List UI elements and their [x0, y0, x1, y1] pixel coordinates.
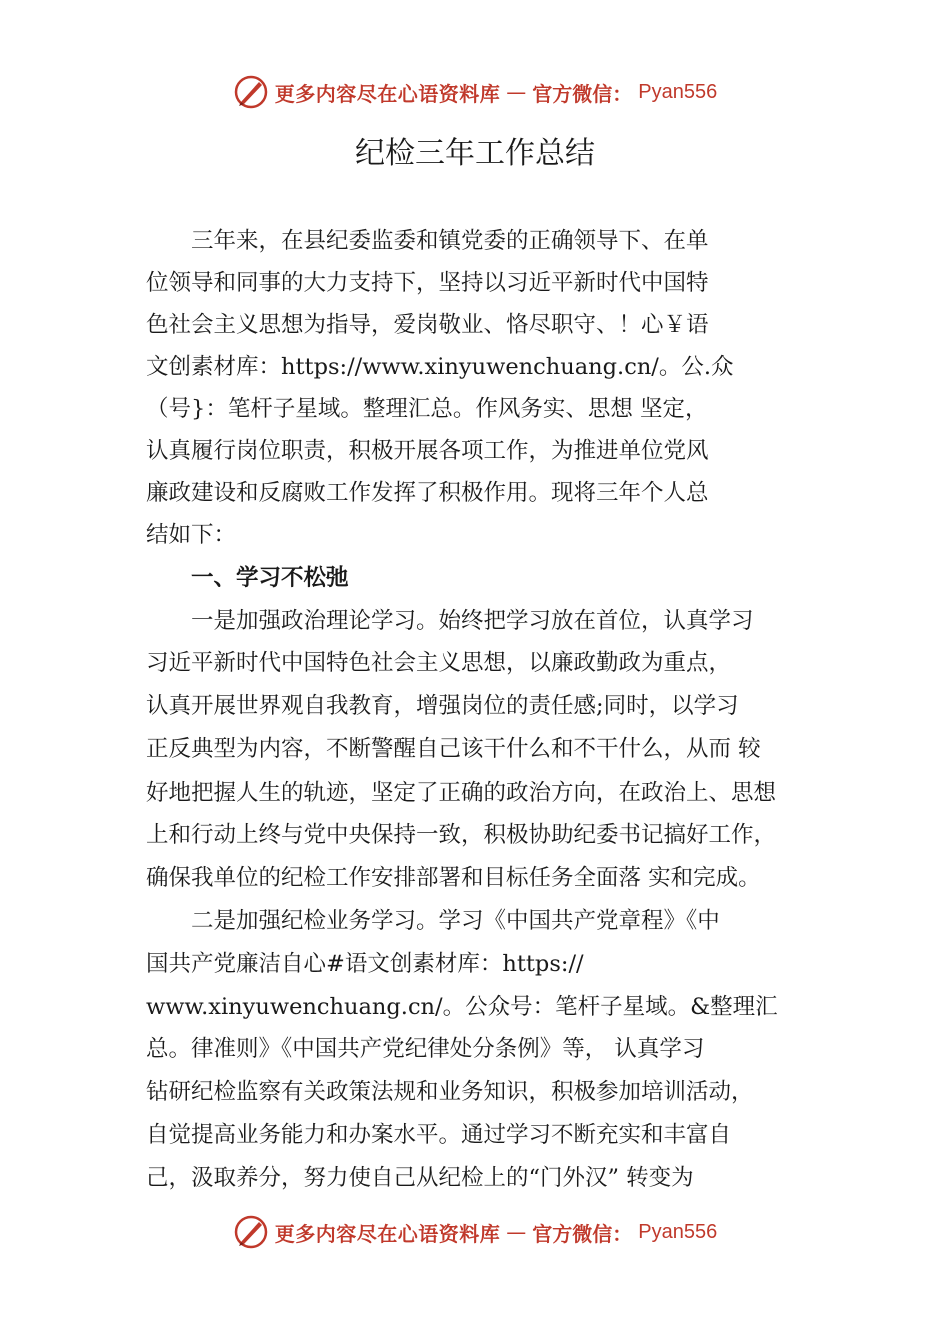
body-line: 总。律准则》《中国共产党纪律处分条例》等， 认真学习	[146, 1036, 705, 1062]
body-line: 国共产党廉洁自心#语文创素材库：https://	[146, 951, 584, 977]
body-line: 结如下：	[146, 522, 237, 548]
banner-wechat-id: Pyan556	[638, 1220, 718, 1243]
body-line: 文创素材库：https://www.xinyuwenchuang.cn/。公.众	[146, 354, 734, 380]
body-line: 正反典型为内容，不断警醒自己该干什么和不干什么，从而 较	[146, 736, 761, 762]
body-line: 位领导和同事的大力支持下，坚持以习近平新时代中国特	[146, 270, 709, 296]
body-line: 一是加强政治理论学习。始终把学习放在首位，认真学习	[146, 608, 754, 634]
header-banner	[0, 72, 950, 112]
pen-logo-icon	[233, 74, 269, 110]
body-line: 习近平新时代中国特色社会主义思想，以廉政勤政为重点，	[146, 650, 732, 676]
banner-wechat-label: 官方微信：	[532, 1221, 633, 1246]
body-line: 好地把握人生的轨迹，坚定了正确的政治方向，在政治上、思想	[146, 780, 777, 806]
banner-wechat-id: Pyan556	[638, 80, 718, 103]
body-line: 认真开展世界观自我教育，增强岗位的责任感;同时，以学习	[146, 693, 739, 719]
body-line: 认真履行岗位职责，积极开展各项工作，为推进单位党风	[146, 438, 709, 464]
body-line: 色社会主义思想为指导，爱岗敬业、恪尽职守、！心￥语	[146, 312, 709, 338]
banner-separator: —	[506, 1220, 527, 1244]
body-line: 己，汲取养分，努力使自己从纪检上的“门外汉” 转变为	[146, 1165, 694, 1191]
body-line: 廉政建设和反腐败工作发挥了积极作用。现将三年个人总	[146, 480, 709, 506]
banner-text: 更多内容尽在心语资料库	[274, 81, 501, 106]
banner-separator: —	[506, 80, 527, 104]
body-line: 三年来，在县纪委监委和镇党委的正确领导下、在单	[146, 228, 709, 254]
section-heading: 一、学习不松弛	[146, 565, 349, 591]
banner-text: 更多内容尽在心语资料库	[274, 1221, 501, 1246]
pen-logo-icon	[233, 1214, 269, 1250]
body-line: （号}：笔杆子星域。整理汇总。作风务实、思想 坚定，	[146, 396, 708, 422]
banner-wechat-label: 官方微信：	[532, 81, 633, 106]
body-line: 确保我单位的纪检工作安排部署和目标任务全面落 实和完成。	[146, 865, 761, 891]
body-line: 二是加强纪检业务学习。学习《中国共产党章程》《中	[146, 908, 720, 934]
body-line: 钻研纪检监察有关政策法规和业务知识，积极参加培训活动，	[146, 1079, 754, 1105]
document-title: 纪检三年工作总结	[355, 136, 595, 171]
body-line: 自觉提高业务能力和办案水平。通过学习不断充实和丰富自	[146, 1122, 732, 1148]
footer-banner	[0, 1212, 950, 1252]
body-line: 上和行动上终与党中央保持一致，积极协助纪委书记搞好工作，	[146, 822, 777, 848]
body-line: www.xinyuwenchuang.cn/。公众号：笔杆子星域。&整理汇	[146, 994, 778, 1020]
